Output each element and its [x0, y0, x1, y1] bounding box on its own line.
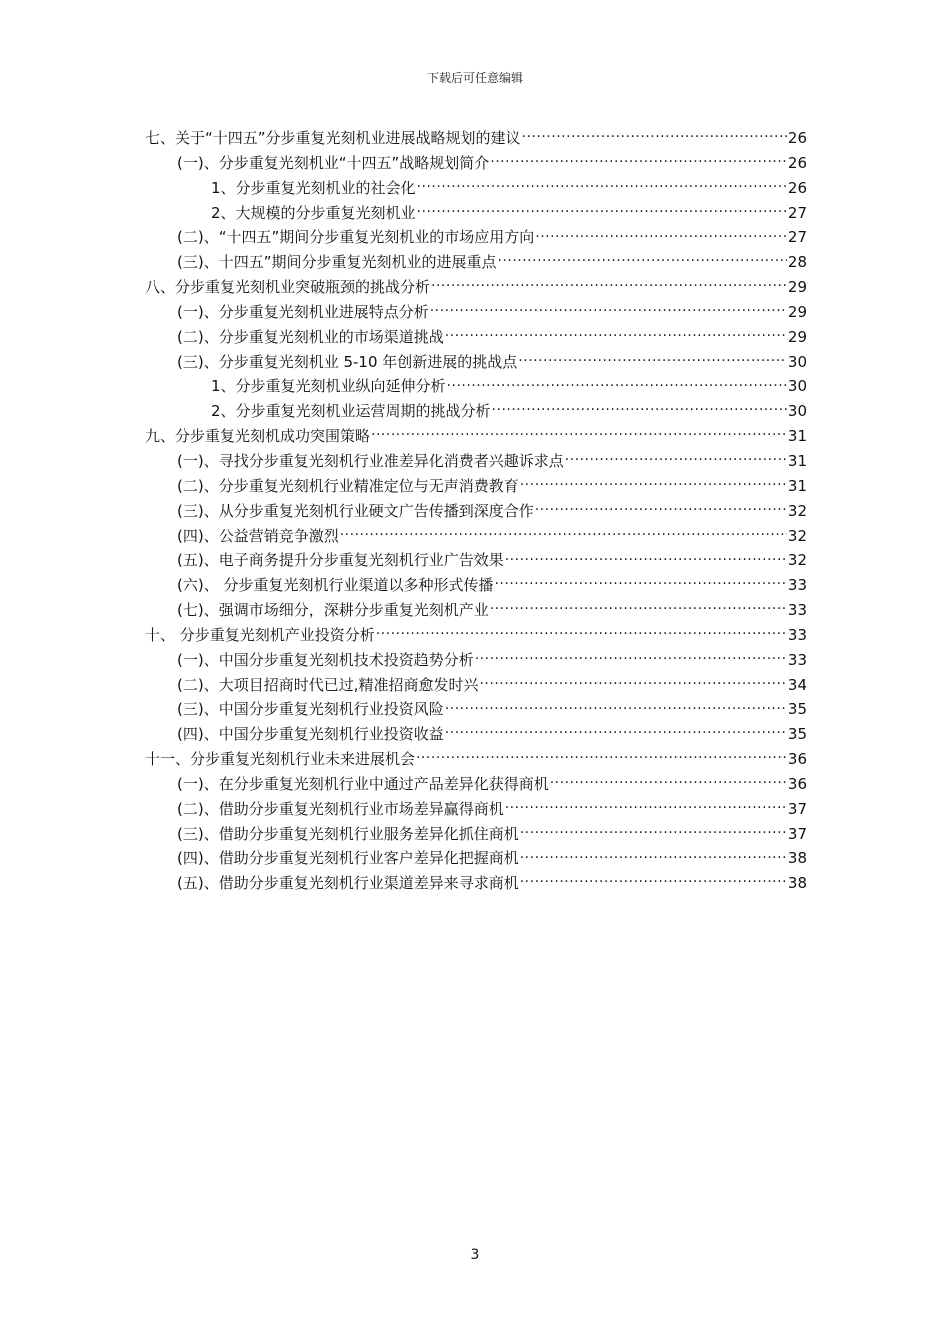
toc-dot-leader	[505, 799, 787, 814]
toc-entry[interactable]	[145, 524, 807, 549]
toc-entry[interactable]	[145, 449, 807, 474]
toc-dot-leader	[445, 327, 787, 342]
toc-entry[interactable]	[145, 474, 807, 499]
toc-entry[interactable]	[145, 250, 807, 275]
toc-entry-page: 26	[787, 178, 807, 197]
toc-entry-page: 27	[787, 228, 807, 247]
toc-entry-title: (二)、大项目招商时代已过,精准招商愈发时兴	[177, 675, 479, 694]
toc-entry-page: 35	[787, 700, 807, 719]
toc-entry-page: 30	[787, 377, 807, 396]
toc-dot-leader	[340, 526, 787, 541]
toc-dot-leader	[520, 848, 787, 863]
toc-entry-title: (六)、 分步重复光刻机行业渠道以多种形式传播	[177, 576, 494, 595]
toc-dot-leader	[417, 203, 787, 218]
toc-entry-title: (三)、十四五”期间分步重复光刻机业的进展重点	[177, 253, 497, 272]
toc-entry-page: 26	[787, 153, 807, 172]
toc-entry[interactable]	[145, 350, 807, 375]
toc-entry-title: 九、分步重复光刻机成功突围策略	[145, 427, 371, 446]
toc-entry[interactable]	[145, 797, 807, 822]
toc-entry-title: (一)、寻找分步重复光刻机行业准差异化消费者兴趣诉求点	[177, 451, 564, 470]
toc-entry-page: 29	[787, 302, 807, 321]
toc-entry[interactable]	[145, 573, 807, 598]
toc-dot-leader	[417, 178, 787, 193]
toc-entry[interactable]	[145, 697, 807, 722]
toc-entry-title: 1、分步重复光刻机业的社会化	[211, 178, 416, 197]
toc-dot-leader	[520, 873, 787, 888]
toc-entry-page: 38	[787, 874, 807, 893]
toc-entry-title: 2、分步重复光刻机业运营周期的挑战分析	[211, 402, 491, 421]
toc-dot-leader	[535, 501, 787, 516]
toc-dot-leader	[445, 699, 787, 714]
toc-dot-leader	[520, 824, 787, 839]
toc-entry-title: 八、分步重复光刻机业突破瓶颈的挑战分析	[145, 278, 431, 297]
toc-entry[interactable]	[145, 722, 807, 747]
toc-entry-title: 十、 分步重复光刻机产业投资分析	[145, 625, 375, 644]
toc-entry-title: (一)、中国分步重复光刻机技术投资趋势分析	[177, 650, 474, 669]
toc-dot-leader	[431, 277, 787, 292]
toc-entry[interactable]	[145, 225, 807, 250]
toc-entry-title: (一)、分步重复光刻机业“十四五”战略规划简介	[177, 153, 490, 172]
toc-dot-leader	[520, 476, 787, 491]
toc-entry-page: 34	[787, 675, 807, 694]
toc-entry-page: 33	[787, 576, 807, 595]
toc-entry-title: (一)、分步重复光刻机业进展特点分析	[177, 302, 429, 321]
toc-entry-page: 33	[787, 650, 807, 669]
toc-entry-page: 33	[787, 601, 807, 620]
toc-dot-leader	[475, 650, 787, 665]
toc-dot-leader	[479, 675, 786, 690]
toc-entry[interactable]	[145, 598, 807, 623]
toc-entry-page: 32	[787, 526, 807, 545]
toc-entry[interactable]	[145, 846, 807, 871]
toc-entry-page: 30	[787, 402, 807, 421]
toc-entry[interactable]	[145, 374, 807, 399]
toc-entry[interactable]	[145, 151, 807, 176]
toc-dot-leader	[416, 749, 787, 764]
toc-entry[interactable]	[145, 747, 807, 772]
toc-entry-page: 27	[787, 203, 807, 222]
toc-entry[interactable]	[145, 201, 807, 226]
toc-dot-leader	[522, 128, 787, 143]
toc-entry-title: (三)、借助分步重复光刻机行业服务差异化抓住商机	[177, 824, 519, 843]
toc-entry-page: 30	[787, 352, 807, 371]
toc-entry-title: (七)、强调市场细分，深耕分步重复光刻机产业	[177, 601, 489, 620]
toc-entry-title: 十一、分步重复光刻机行业未来进展机会	[145, 750, 416, 769]
toc-dot-leader	[535, 227, 787, 242]
toc-dot-leader	[505, 550, 787, 565]
toc-entry[interactable]	[145, 822, 807, 847]
page-number: 3	[470, 1247, 480, 1263]
toc-entry-title: (二)、分步重复光刻机业的市场渠道挑战	[177, 327, 444, 346]
toc-entry-title: 1、分步重复光刻机业纵向延伸分析	[211, 377, 446, 396]
toc-entry-page: 37	[787, 799, 807, 818]
toc-dot-leader	[490, 600, 787, 615]
toc-entry-title: 七、关于“十四五”分步重复光刻机业进展战略规划的建议	[145, 129, 521, 147]
toc-entry-page: 31	[787, 476, 807, 495]
toc-dot-leader	[550, 774, 787, 789]
toc-entry-page: 32	[787, 501, 807, 520]
toc-entry-page: 29	[787, 278, 807, 297]
toc-entry-title: 2、大规模的分步重复光刻机业	[211, 203, 416, 222]
toc-dot-leader	[518, 352, 787, 367]
toc-entry-title: (四)、借助分步重复光刻机行业客户差异化把握商机	[177, 849, 519, 868]
toc-entry-page: 28	[787, 253, 807, 272]
toc-entry-title: (一)、在分步重复光刻机行业中通过产品差异化获得商机	[177, 774, 549, 793]
toc-entry-title: (二)、借助分步重复光刻机行业市场差异赢得商机	[177, 799, 504, 818]
toc-entry-page: 35	[787, 725, 807, 744]
toc-entry-title: (三)、分步重复光刻机业 5-10 年创新进展的挑战点	[177, 352, 518, 371]
toc-entry-title: (二)、“十四五”期间分步重复光刻机业的市场应用方向	[177, 228, 535, 247]
toc-dot-leader	[490, 153, 787, 168]
toc-entry-page: 37	[787, 824, 807, 843]
toc-dot-leader	[492, 401, 787, 416]
toc-entry-page: 26	[787, 129, 807, 147]
toc-entry-title: (四)、中国分步重复光刻机行业投资收益	[177, 725, 444, 744]
toc-dot-leader	[447, 376, 787, 391]
toc-dot-leader	[376, 625, 787, 640]
toc-entry-page: 38	[787, 849, 807, 868]
toc-dot-leader	[497, 252, 786, 267]
toc-entry-page: 36	[787, 774, 807, 793]
toc-entry[interactable]	[145, 673, 807, 698]
toc-entry[interactable]	[145, 126, 807, 151]
toc-entry-title: (四)、公益营销竞争激烈	[177, 526, 339, 545]
toc-entry[interactable]	[145, 424, 807, 449]
toc-entry-page: 31	[787, 451, 807, 470]
toc-dot-leader	[445, 724, 787, 739]
toc-dot-leader	[371, 426, 787, 441]
toc-dot-leader	[494, 575, 786, 590]
toc-entry[interactable]	[145, 176, 807, 201]
toc-dot-leader	[430, 302, 787, 317]
toc-entry[interactable]	[145, 548, 807, 573]
toc-entry[interactable]	[145, 325, 807, 350]
toc-entry[interactable]	[145, 275, 807, 300]
toc-entry[interactable]	[145, 772, 807, 797]
table-of-contents	[145, 126, 807, 896]
page-header: 下载后可任意编辑	[426, 71, 523, 85]
toc-entry[interactable]	[145, 300, 807, 325]
toc-entry-page: 32	[787, 551, 807, 570]
toc-entry[interactable]	[145, 623, 807, 648]
toc-entry-title: (三)、从分步重复光刻机行业硬文广告传播到深度合作	[177, 501, 534, 520]
toc-entry[interactable]	[145, 399, 807, 424]
toc-entry[interactable]	[145, 648, 807, 673]
toc-entry-title: (二)、分步重复光刻机行业精准定位与无声消费教育	[177, 476, 519, 495]
toc-entry-title: (五)、电子商务提升分步重复光刻机行业广告效果	[177, 551, 504, 570]
toc-dot-leader	[565, 451, 787, 466]
toc-entry-page: 29	[787, 327, 807, 346]
toc-entry-page: 31	[787, 427, 807, 446]
toc-entry[interactable]	[145, 499, 807, 524]
toc-entry-page: 33	[787, 625, 807, 644]
toc-entry-page: 36	[787, 750, 807, 769]
toc-entry-title: (三)、中国分步重复光刻机行业投资风险	[177, 700, 444, 719]
toc-entry-title: (五)、借助分步重复光刻机行业渠道差异来寻求商机	[177, 874, 519, 893]
toc-entry[interactable]	[145, 871, 807, 896]
